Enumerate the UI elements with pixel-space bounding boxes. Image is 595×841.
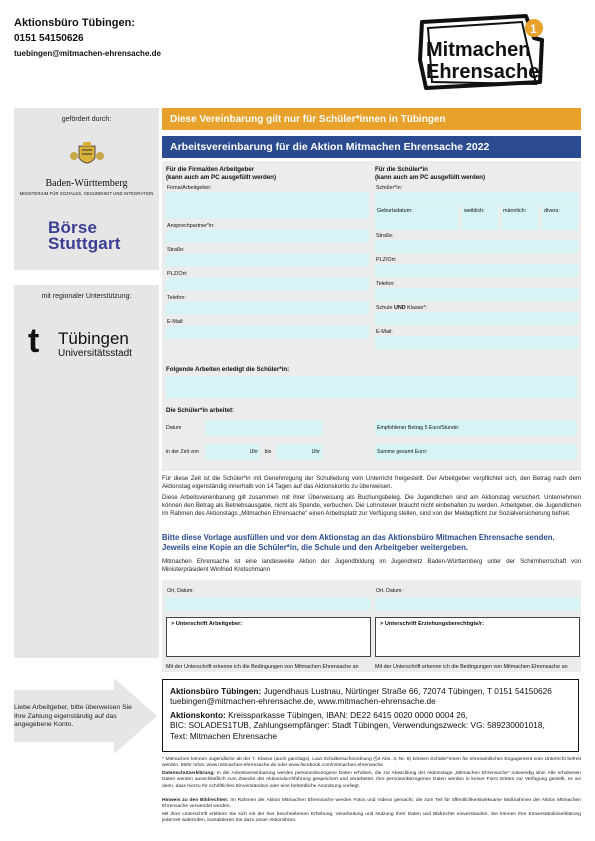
info-line-5: Text: Mitmachen Ehrensache	[170, 730, 277, 741]
employer-city-input[interactable]	[166, 278, 369, 291]
student-street-input[interactable]	[375, 240, 578, 253]
logo-graphic	[418, 10, 548, 92]
office-info-box	[162, 679, 579, 752]
logo-line1: Mitmachen	[426, 39, 531, 61]
contact-person-label: Ansprechpartner*in:	[167, 223, 215, 229]
guardian-place-date-input[interactable]	[375, 597, 580, 611]
works-block	[166, 407, 577, 414]
contact-person-input[interactable]	[166, 230, 369, 243]
image-rights-text: Im Rahmen der Aktion Mitmachen Ehrensache werden Fotos und Videos gemacht, die zum Teil für öffentlichkeitswirksame Maßnahmen der Aktion Mitmachen Ehrensache verwendet werden.	[162, 798, 581, 810]
birth-gender-row	[375, 206, 578, 230]
company-field	[166, 184, 369, 222]
recommended-label: Empfohlener Betrag 5 Euro/Stunde:	[377, 425, 460, 431]
student-city-input[interactable]	[375, 264, 578, 277]
privacy-heading: Datenschutzerklärung:	[162, 771, 215, 776]
date-label: Datum	[166, 425, 182, 431]
instruction-lead: Bitte diese Vorlage ausfüllen und vor dem Aktionstag an das Aktionsbüro Mitmachen Ehrensache senden. Jeweils eine Kopie an die Schüler*in, die Schule und den Arbeitgeber weitergeben.	[162, 533, 555, 552]
male-label: männlich:	[503, 208, 527, 214]
tuebingen-sub: Universitätsstadt	[58, 348, 132, 359]
bw-logo	[14, 142, 159, 196]
tasks-input[interactable]	[166, 376, 577, 398]
employer-title-text: Für die Firma/den Arbeitgeber	[166, 166, 255, 173]
employer-place-date-label: Ort, Datum:	[167, 588, 194, 594]
student-phone-label: Telefon:	[376, 281, 395, 287]
time-from-input[interactable]	[206, 444, 260, 460]
school-class-label	[375, 304, 578, 312]
image-rights-heading: Hinweis zu den Bildrechten:	[162, 798, 229, 803]
student-street-label: Straße:	[376, 233, 394, 239]
guardian-signature-box[interactable]: > Unterschrift Erziehungsberechtigte/r:	[375, 617, 580, 657]
contact-header	[14, 16, 161, 59]
diverse-checkbox[interactable]	[542, 206, 578, 230]
employer-city-label: PLZ/Ort:	[167, 271, 188, 277]
info-account-label: Aktionskonto:	[170, 709, 226, 720]
info-account-bank: Kreissparkasse Tübingen, IBAN: DE22 6415 0020 0000 0004 26,	[225, 709, 468, 720]
company-label: Firma/Arbeitgeber:	[167, 185, 212, 191]
student-email-input[interactable]	[375, 336, 578, 349]
regional-support-label: mit regionaler Unterstützung:	[41, 293, 132, 300]
guardian-signature-column	[375, 588, 580, 671]
student-street-field	[375, 232, 578, 256]
boerse-line1: Börse	[48, 218, 98, 237]
employer-street-label: Straße:	[167, 247, 185, 253]
uhr-label-2: Uhr	[311, 449, 320, 455]
works-title: Die Schüler*in arbeitet:	[166, 407, 235, 414]
mitmachen-ehrensache-logo	[418, 10, 548, 92]
employer-subtitle: (kann auch am PC ausgefüllt werden)	[166, 174, 277, 181]
footnote-eligibility: * Mitmachen können Jugendliche ab der 7. Klasse (auch ganztags). Laut Schulbesuchsordnung (§4 Abs. 3, Nr. 6) können Schüler*innen für ehrenamtliches Engagement vom Unterricht befreit werden. Mehr Infos: www.mitmachen-ehrensache.de oder www.facebook.com/mitmachen.ehrensache	[162, 757, 581, 769]
time-row	[166, 444, 577, 460]
boerse-line2: Stuttgart	[48, 234, 121, 253]
contact-person-field	[166, 222, 369, 246]
office-name: Aktionsbüro Tübingen:	[14, 17, 135, 29]
info-line-1	[170, 686, 571, 696]
recommended-amount-input[interactable]	[375, 420, 577, 436]
student-phone-field	[375, 280, 578, 304]
employer-city-field	[166, 270, 369, 294]
info-line-3	[170, 710, 571, 720]
time-to-input[interactable]	[276, 444, 322, 460]
svg-text:1: 1	[530, 22, 537, 36]
date-input[interactable]	[206, 420, 322, 436]
student-email-field	[375, 328, 578, 352]
school-label-pre: Schule	[376, 305, 394, 311]
tuebingen-t-icon: t	[28, 322, 40, 360]
employer-column	[166, 166, 369, 342]
school-class-field	[375, 304, 578, 328]
payment-hint	[14, 676, 159, 756]
uhr-label-1: Uhr	[249, 449, 258, 455]
info-line-4: BIC: SOLADES1TUB, Zahlungsempfänger: Stadt Tübingen, Verwendungszweck: VG: 589230001018,	[170, 720, 545, 731]
guardian-place-date-label: Ort, Datum:	[376, 588, 403, 594]
time-from-label: in der Zeit von	[166, 449, 199, 455]
employer-signature-box[interactable]: > Unterschrift Arbeitgeber:	[166, 617, 371, 657]
office-email[interactable]: tuebingen@mitmachen-ehrensache.de	[14, 49, 161, 58]
student-name-label: Schüler*in:	[376, 185, 403, 191]
footnote-image-rights	[162, 798, 581, 811]
total-amount-input[interactable]	[375, 444, 577, 460]
exemption-paragraph: Für diese Zeit ist die Schüler*in mit Genehmigung der Schulleitung vom Unterricht freigestellt. Der Arbeitgeber verpflichtet sich, den Betrag nach dem Aktionstag eigenständig innerhalb von 14 Tagen auf das Aktionskonto zu überweisen.	[162, 475, 581, 491]
employer-street-field	[166, 246, 369, 270]
logo-line2: Ehrensache	[426, 61, 540, 83]
payment-hint-text: Liebe Arbeitgeber, bitte überweisen Sie Ihre Zahlung eigenständig auf das angegebene Konto.	[14, 704, 132, 728]
date-row	[166, 420, 577, 436]
employer-phone-field	[166, 294, 369, 318]
employer-street-input[interactable]	[166, 254, 369, 267]
student-name-field	[375, 184, 578, 208]
employer-phone-input[interactable]	[166, 302, 369, 315]
student-name-input[interactable]	[375, 192, 578, 205]
employer-phone-label: Telefon:	[167, 295, 186, 301]
tasks-title: Folgende Arbeiten erledigt die Schüler*in:	[166, 366, 290, 373]
footnote-privacy	[162, 771, 581, 790]
student-phone-input[interactable]	[375, 288, 578, 301]
student-city-field	[375, 256, 578, 280]
male-checkbox[interactable]	[501, 206, 539, 230]
privacy-text: In der Arbeitsvereinbarung werden personenbezogene Daten erhoben, die zur Abwicklung der Aktionstage „Mitmachen Ehrensache" notwendig sind. Alle erhobenen Daten werden ausschließlich zum Zwecke der Aktionsdurchführung gespeichert und verarbeitet. Ihre personenbezogenen Daten werden in keiner Form Dritten zur Verfügung gestellt, es sei denn, dass hierzu Ihr schriftliches Einverständnis oder eine behördliche Anordnung vorliegt.	[162, 771, 581, 789]
student-title	[375, 166, 578, 182]
school-class-input[interactable]	[375, 312, 578, 325]
employer-email-input[interactable]	[166, 326, 369, 339]
boerse-stuttgart-logo	[48, 220, 121, 252]
total-label: Summe gesamt Euro:	[377, 449, 428, 455]
birthdate-input[interactable]	[375, 206, 459, 230]
bw-crest-icon	[69, 142, 105, 170]
bis-label: bis	[264, 449, 272, 455]
female-checkbox[interactable]	[462, 206, 498, 230]
bw-ministry: MINISTERIUM FÜR SOZIALES, GESUNDHEIT UND INTEGRATION	[19, 191, 154, 196]
student-city-label: PLZ/Ort:	[376, 257, 397, 263]
employer-email-label: E-Mail:	[167, 319, 184, 325]
employer-email-field	[166, 318, 369, 342]
funded-by-label: gefördert durch:	[61, 116, 112, 123]
tuebingen-name: Tübingen	[58, 329, 129, 348]
agreement-title-banner: Arbeitsvereinbarung für die Aktion Mitmachen Ehrensache 2022	[162, 136, 581, 158]
student-email-label: E-Mail:	[376, 329, 393, 335]
office-phone: 0151 54150626	[14, 33, 84, 44]
diverse-label: divers:	[544, 208, 560, 214]
employer-signature-note: Mit der Unterschrift erkenne ich die Bedingungen von Mitmachen Ehrensache an	[166, 664, 359, 670]
tasks-block	[166, 366, 577, 398]
tuebingen-only-banner: Diese Vereinbarung gilt nur für Schüler*innen in Tübingen	[162, 108, 581, 130]
tuebingen-logo	[28, 322, 148, 362]
birthdate-label: Geburtsdatum:	[377, 208, 413, 214]
school-label-post: Klasse*:	[405, 305, 427, 311]
student-subtitle: (kann auch am PC ausgefüllt werden)	[375, 174, 486, 181]
student-title-text: Für die Schüler*in	[375, 166, 428, 173]
info-line-2[interactable]: tuebingen@mitmachen-ehrensache.de, www.mitmachen-ehrensache.de	[170, 696, 436, 707]
school-label-und: UND	[393, 305, 406, 311]
receipt-paragraph: Diese Arbeitsvereinbarung gilt zusammen mit ihrer Überweisung als Buchungsbeleg. Die Jugendlichen sind am Aktionstag versichert. Unternehmen können den Betrag als Betriebsausgabe, nicht als Spende, verbuchen. Die Lohnsteuer braucht nicht einbehalten zu werden. Arbeitgeber, die Jugendlichen im Rahmen des Aktionstags „Mitmachen Ehrensache" einen Arbeitsplatz zur Verfügung stellen, sind von der Meldepflicht zur Sozialversicherung befreit.	[162, 494, 581, 518]
info-office-address: Jugendhaus Lustnau, Nürtinger Straße 66, 72074 Tübingen, T 0151 54150626	[261, 686, 552, 696]
patronage-paragraph: Mitmachen Ehrensache ist eine landesweite Aktion der Jugendbildung im Jugendnetz Baden-Württemberg unter der Schirmherrschaft von Ministerpräsident Winfried Kretschmann	[162, 558, 581, 574]
agreement-form	[162, 161, 581, 471]
info-office-label: Aktionsbüro Tübingen:	[170, 686, 262, 696]
employer-title	[166, 166, 369, 182]
guardian-signature-note: Mit der Unterschrift erkenne ich die Bedingungen von Mitmachen Ehrensache an	[375, 664, 568, 670]
employer-place-date-input[interactable]	[166, 597, 371, 611]
company-input[interactable]	[166, 192, 369, 219]
employer-signature-column	[166, 588, 371, 671]
signature-area	[162, 580, 581, 672]
student-column	[375, 166, 578, 352]
footnote-consent: Mit ihrer Unterschrift erklären Sie sich mit der hier beschriebenen Erhebung, Verarbeitung und Nutzung Ihrer Daten und Bildrechte einverstanden. Sie können Ihre Einverständniserklärung jederzeit widerrufen, kontaktieren Sie dazu unser Aktionsbüro.	[162, 812, 581, 824]
female-label: weiblich:	[464, 208, 485, 214]
bw-name: Baden-Württemberg	[45, 178, 128, 189]
